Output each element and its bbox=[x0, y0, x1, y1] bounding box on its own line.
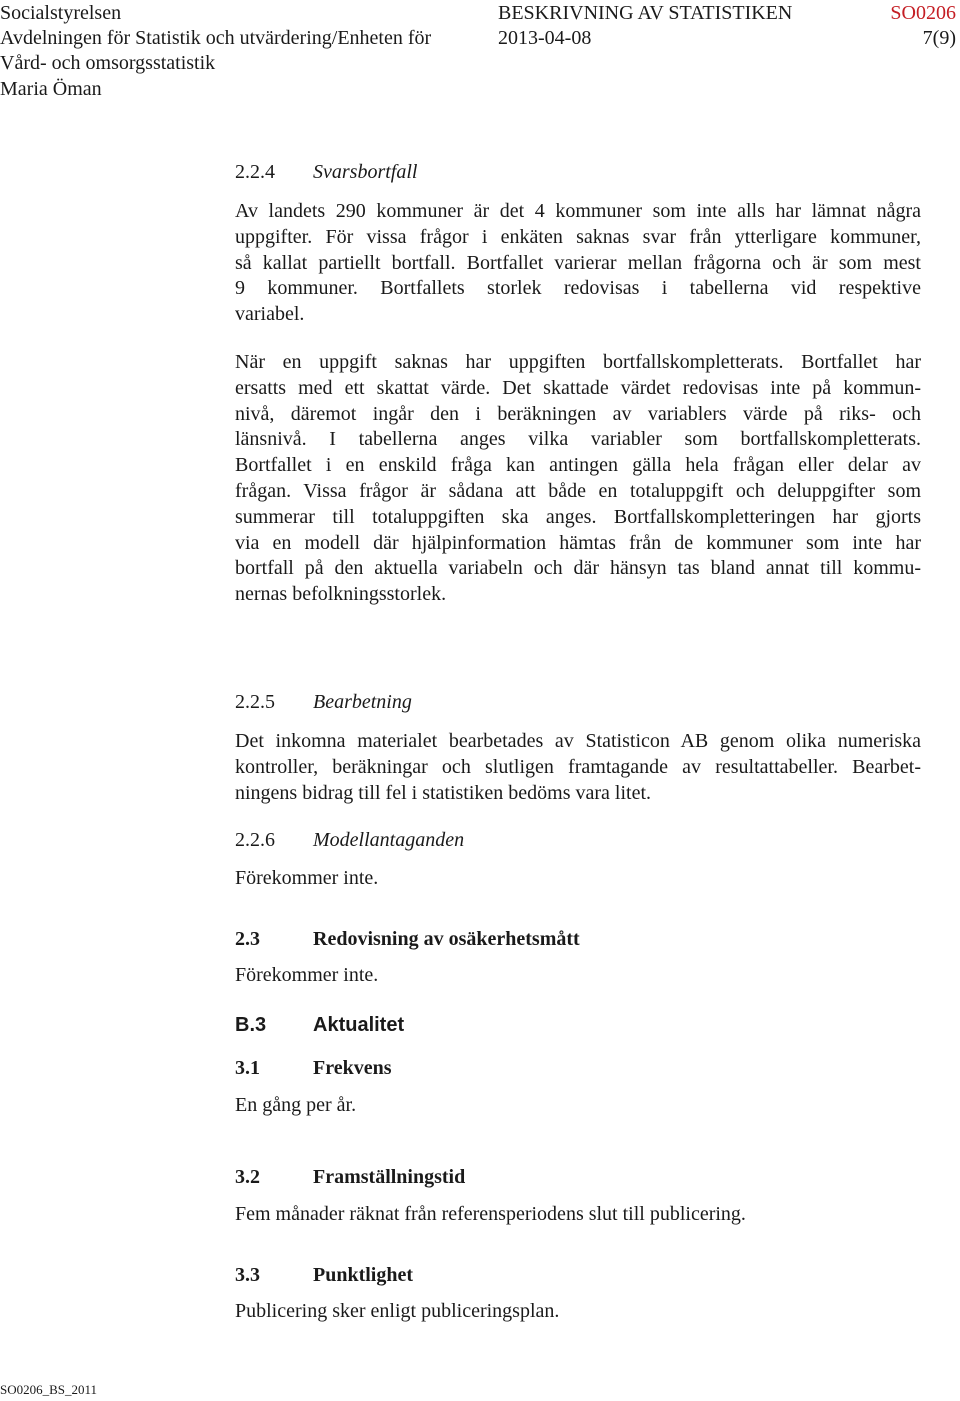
section-2-2-6-text: Förekommer inte. bbox=[235, 867, 379, 889]
section-3-3-text: Publicering sker enligt publiceringsplan. bbox=[235, 1300, 560, 1322]
header-department: Avdelningen för Statistik och utvärdering/Enheten för bbox=[0, 27, 432, 49]
section-2-2-6-number: 2.2.6 bbox=[235, 829, 275, 851]
header-page-number: 7(9) bbox=[922, 27, 956, 49]
text-line: Det inkomna materialet bearbetades av Statisticon AB genom olika numeriska bbox=[235, 730, 921, 752]
section-2-3-text: Förekommer inte. bbox=[235, 964, 379, 986]
section-b3-title: Aktualitet bbox=[313, 1014, 405, 1036]
text-line: variabel. bbox=[235, 303, 305, 326]
text-line: ningens bidrag till fel i statistiken bedöms vara litet. bbox=[235, 781, 652, 804]
text-line: bortfall på den aktuella variabeln och där hänsyn tas bland annat till kommu- bbox=[235, 557, 921, 580]
text-line: nivå, däremot ingår den i beräkningen av variablers värde på riks- och bbox=[235, 402, 921, 425]
section-2-2-4-paragraph-2 bbox=[235, 350, 921, 608]
section-2-2-4-title: Svarsbortfall bbox=[313, 161, 418, 183]
section-2-3-title: Redovisning av osäkerhetsmått bbox=[313, 928, 580, 950]
header-doc-type: BESKRIVNING AV STATISTIKEN bbox=[498, 2, 793, 24]
text-line: 9 kommuner. Bortfallets storlek redovisas i tabellerna vid respektive bbox=[235, 277, 921, 300]
text-line: länsnivå. I tabellerna anges vilka variabler som bortfallskompletterats. bbox=[235, 428, 921, 451]
text-line: Av landets 290 kommuner är det 4 kommuner som inte alls har lämnat några bbox=[235, 200, 921, 222]
header-doc-code: SO0206 bbox=[890, 2, 956, 24]
text-line: via en modell där hjälpinformation hämtas från de kommuner som inte har bbox=[235, 531, 921, 554]
section-3-3-title: Punktlighet bbox=[313, 1264, 414, 1286]
header-unit: Vård- och omsorgsstatistik bbox=[0, 52, 216, 74]
section-2-2-4-number: 2.2.4 bbox=[235, 161, 275, 183]
section-3-2-number: 3.2 bbox=[235, 1166, 260, 1188]
section-3-1-text: En gång per år. bbox=[235, 1094, 357, 1116]
section-3-2-title: Framställningstid bbox=[313, 1166, 466, 1188]
section-2-2-5-number: 2.2.5 bbox=[235, 691, 275, 713]
text-line: kontroller, beräkningar och slutligen framtagande av resultattabeller. Bearbet- bbox=[235, 755, 921, 778]
text-line: frågan. Vissa frågor är sådana att både en totaluppgift och deluppgifter som bbox=[235, 479, 921, 502]
section-2-3-number: 2.3 bbox=[235, 928, 260, 950]
text-line: Bortfallet i en enskild fråga kan antingen gälla hela frågan eller delar av bbox=[235, 454, 921, 477]
section-b3-number: B.3 bbox=[235, 1014, 267, 1036]
text-line: uppgifter. För vissa frågor i enkäten saknas svar från ytterligare kommuner, bbox=[235, 225, 921, 248]
section-3-1-title: Frekvens bbox=[313, 1057, 392, 1079]
footer-code: SO0206_BS_2011 bbox=[0, 1382, 98, 1397]
text-line: så kallat partiellt bortfall. Bortfallet varierar mellan frågorna och är som mest bbox=[235, 251, 921, 274]
section-2-2-5-title: Bearbetning bbox=[313, 691, 412, 713]
text-line: ersatts med ett skattat värde. Det skattade värdet redovisas inte på kommun- bbox=[235, 376, 921, 399]
section-3-1-number: 3.1 bbox=[235, 1057, 260, 1079]
section-3-2-text: Fem månader räknat från referensperiodens slut till publicering. bbox=[235, 1203, 746, 1225]
header-date: 2013-04-08 bbox=[498, 27, 592, 49]
text-line: När en uppgift saknas har uppgiften bortfallskompletterats. Bortfallet har bbox=[235, 351, 921, 373]
section-2-2-6-title: Modellantaganden bbox=[313, 829, 465, 851]
section-3-3-number: 3.3 bbox=[235, 1264, 260, 1286]
header-org: Socialstyrelsen bbox=[0, 2, 122, 24]
header-author: Maria Öman bbox=[0, 78, 102, 100]
section-2-2-5-paragraph bbox=[235, 729, 921, 806]
section-2-2-4-paragraph-1 bbox=[235, 199, 921, 328]
text-line: summerar till totaluppgiften ska anges. Bortfallskompletteringen har gjorts bbox=[235, 505, 921, 528]
text-line: nernas befolkningsstorlek. bbox=[235, 583, 447, 606]
